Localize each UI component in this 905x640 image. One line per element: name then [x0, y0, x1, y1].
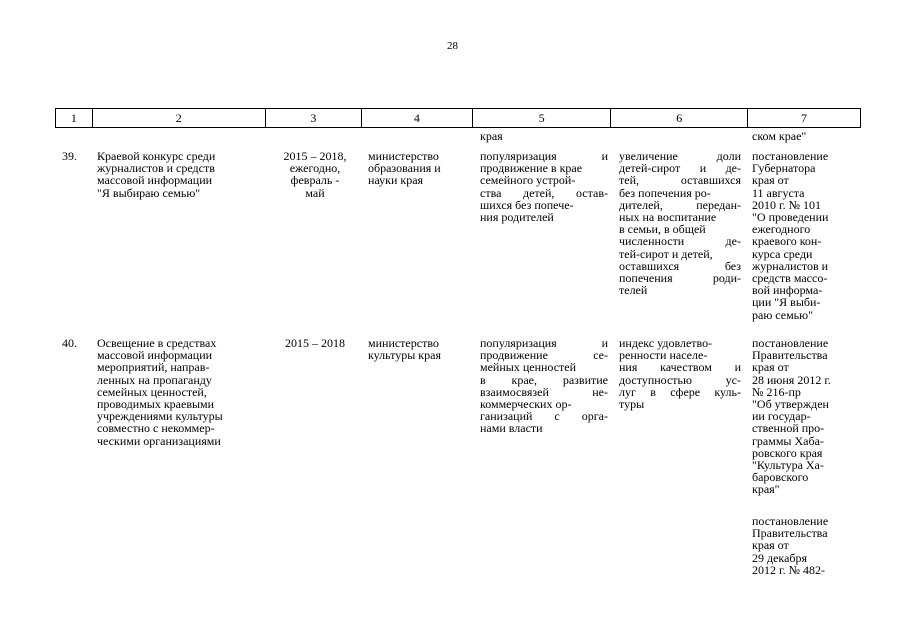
measure-name: Краевой конкурс среди журналистов и средств массовой информации "Я выбираю семью" [97, 149, 216, 200]
continuation-col5: края [480, 129, 503, 143]
header-col-2: 2 [92, 109, 265, 128]
column-number-header [55, 108, 861, 128]
header-col-4: 4 [361, 109, 472, 128]
executor: министерство образования и науки края [368, 149, 441, 188]
legal-basis: постановление Губернатора края от 11 августа 2010 г. № 101 "О проведении ежегодного краевого кон- курса среди журналистов и средств массо- вой информа- ции "Я выби- раю семью" [752, 149, 829, 322]
header-col-1: 1 [56, 109, 93, 128]
period: 2015 – 2018 [285, 336, 345, 350]
header-col-7: 7 [748, 109, 861, 128]
header-col-3: 3 [265, 109, 361, 128]
executor: министерство культуры края [368, 336, 441, 363]
period: 2015 – 2018, ежегодно, февраль - май [283, 149, 347, 200]
indicator: индекс удовлетво- ренности населе- ния качеством и доступностью ус- луг в сфере куль- туры [619, 336, 741, 412]
page-number: 28 [447, 40, 458, 52]
row-number: 39. [62, 149, 77, 163]
row-number: 40. [62, 336, 77, 350]
indicator: увеличение доли детей-сирот и де- тей, оставшихся без попечения ро- дителей, передан- ных на воспитание в семьи, в общей численности де- тей-сирот и детей, оставшихся без попечения роди- телей [619, 149, 741, 298]
measure-name: Освещение в средствах массовой информации мероприятий, направ- ленных на пропаганду семейных ценностей, проводимых краевыми учреждениями культуры совместно с некоммер- ческими организациями [97, 336, 223, 448]
header-col-6: 6 [611, 109, 748, 128]
continuation-col7: ском крае" [752, 129, 807, 143]
legal-basis: постановление Правительства края от 28 июня 2012 г. № 216-пр "Об утвержден ии государ- ственной про- граммы Хаба- ровского края "Культура Ха- баровского края" [752, 336, 831, 497]
goal: популяризация и продвижение се- мейных ценностей в крае, развитие взаимосвязей не- коммерческих ор- ганизаций с орга- нами власти [480, 336, 608, 436]
header-col-5: 5 [472, 109, 611, 128]
legal-basis-second: постановление Правительства края от 29 декабря 2012 г. № 482- [752, 514, 829, 577]
goal: популяризация и продвижение в крае семейного устрой- ства детей, остав- шихся без попече- ния родителей [480, 149, 608, 225]
